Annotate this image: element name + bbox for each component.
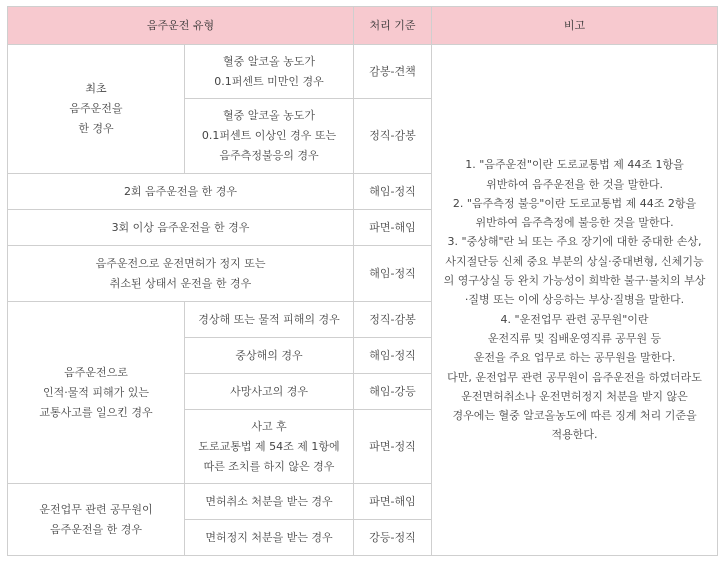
- row-standard: 정직-감봉: [354, 302, 432, 338]
- row-standard: 해임-정직: [354, 338, 432, 374]
- row-standard: 파면-정직: [354, 410, 432, 484]
- row-standard: 파면-해임: [354, 210, 432, 246]
- table-row: [8, 45, 718, 99]
- row-standard: 파면-해임: [354, 484, 432, 520]
- row-standard: 해임-정직: [354, 246, 432, 302]
- row-type: 3회 이상 음주운전을 한 경우: [8, 210, 354, 246]
- row-type: 음주운전으로 운전면허가 정지 또는 취소된 상태서 운전을 한 경우: [8, 246, 354, 302]
- penalty-table-container: [7, 6, 718, 556]
- row-sub-type: 혈중 알코올 농도가 0.1퍼센트 미만인 경우: [185, 45, 354, 99]
- row-sub-type: 면허정지 처분을 받는 경우: [185, 520, 354, 556]
- row-type: 2회 음주운전을 한 경우: [8, 174, 354, 210]
- header-standard: 처리 기준: [354, 7, 432, 45]
- header-remarks: 비고: [432, 7, 718, 45]
- row-standard: 강등-정직: [354, 520, 432, 556]
- row-standard: 해임-정직: [354, 174, 432, 210]
- group-official: 운전업무 관련 공무원이 음주운전을 한 경우: [8, 484, 185, 556]
- group-accident: 음주운전으로 인적·물적 피해가 있는 교통사고를 일으킨 경우: [8, 302, 185, 484]
- table-header-row: [8, 7, 718, 45]
- row-standard: 감봉-견책: [354, 45, 432, 99]
- row-sub-type: 중상해의 경우: [185, 338, 354, 374]
- group-first-offense: 최초 음주운전을 한 경우: [8, 45, 185, 174]
- row-sub-type: 경상해 또는 물적 피해의 경우: [185, 302, 354, 338]
- row-standard: 정직-감봉: [354, 99, 432, 174]
- remarks-note: 1. "음주운전"이란 도로교통법 제 44조 1항을 위반하여 음주운전을 한 것을 말한다. 2. "음주측정 불응"이란 도로교통법 제 44조 2항을 위반하여 음주측정에 불응한 것을 말한다. 3. "중상해"란 뇌 또는 주요 장기에 대한 중대한 손상, 사지절단등 신체 중요 부분의 상실·중대변형, 신체기능 의 영구상실 등 완치 가능성이 희박한 불구·불치의 부상 ·질병 또는 이에 상응하는 부상·질병을 말한다. 4. "운전업무 관련 공무원"이란 운전직류 및 집배운영직류 공무원 등 운전을 주요 업무로 하는 공무원을 말한다. 다만, 운전업무 관련 공무원이 음주운전을 하였더라도 운전면허취소나 운전면허정지 처분을 받지 않은 경우에는 혈중 알코올농도에 따른 징계 처리 기준을 적용한다.: [432, 45, 718, 556]
- row-sub-type: 사망사고의 경우: [185, 374, 354, 410]
- row-sub-type: 혈중 알코올 농도가 0.1퍼센트 이상인 경우 또는 음주측정불응의 경우: [185, 99, 354, 174]
- row-standard: 해임-강등: [354, 374, 432, 410]
- row-sub-type: 면허취소 처분을 받는 경우: [185, 484, 354, 520]
- row-sub-type: 사고 후 도로교통법 제 54조 제 1항에 따른 조치를 하지 않은 경우: [185, 410, 354, 484]
- header-type: 음주운전 유형: [8, 7, 354, 45]
- drunk-driving-penalty-table: [7, 6, 718, 556]
